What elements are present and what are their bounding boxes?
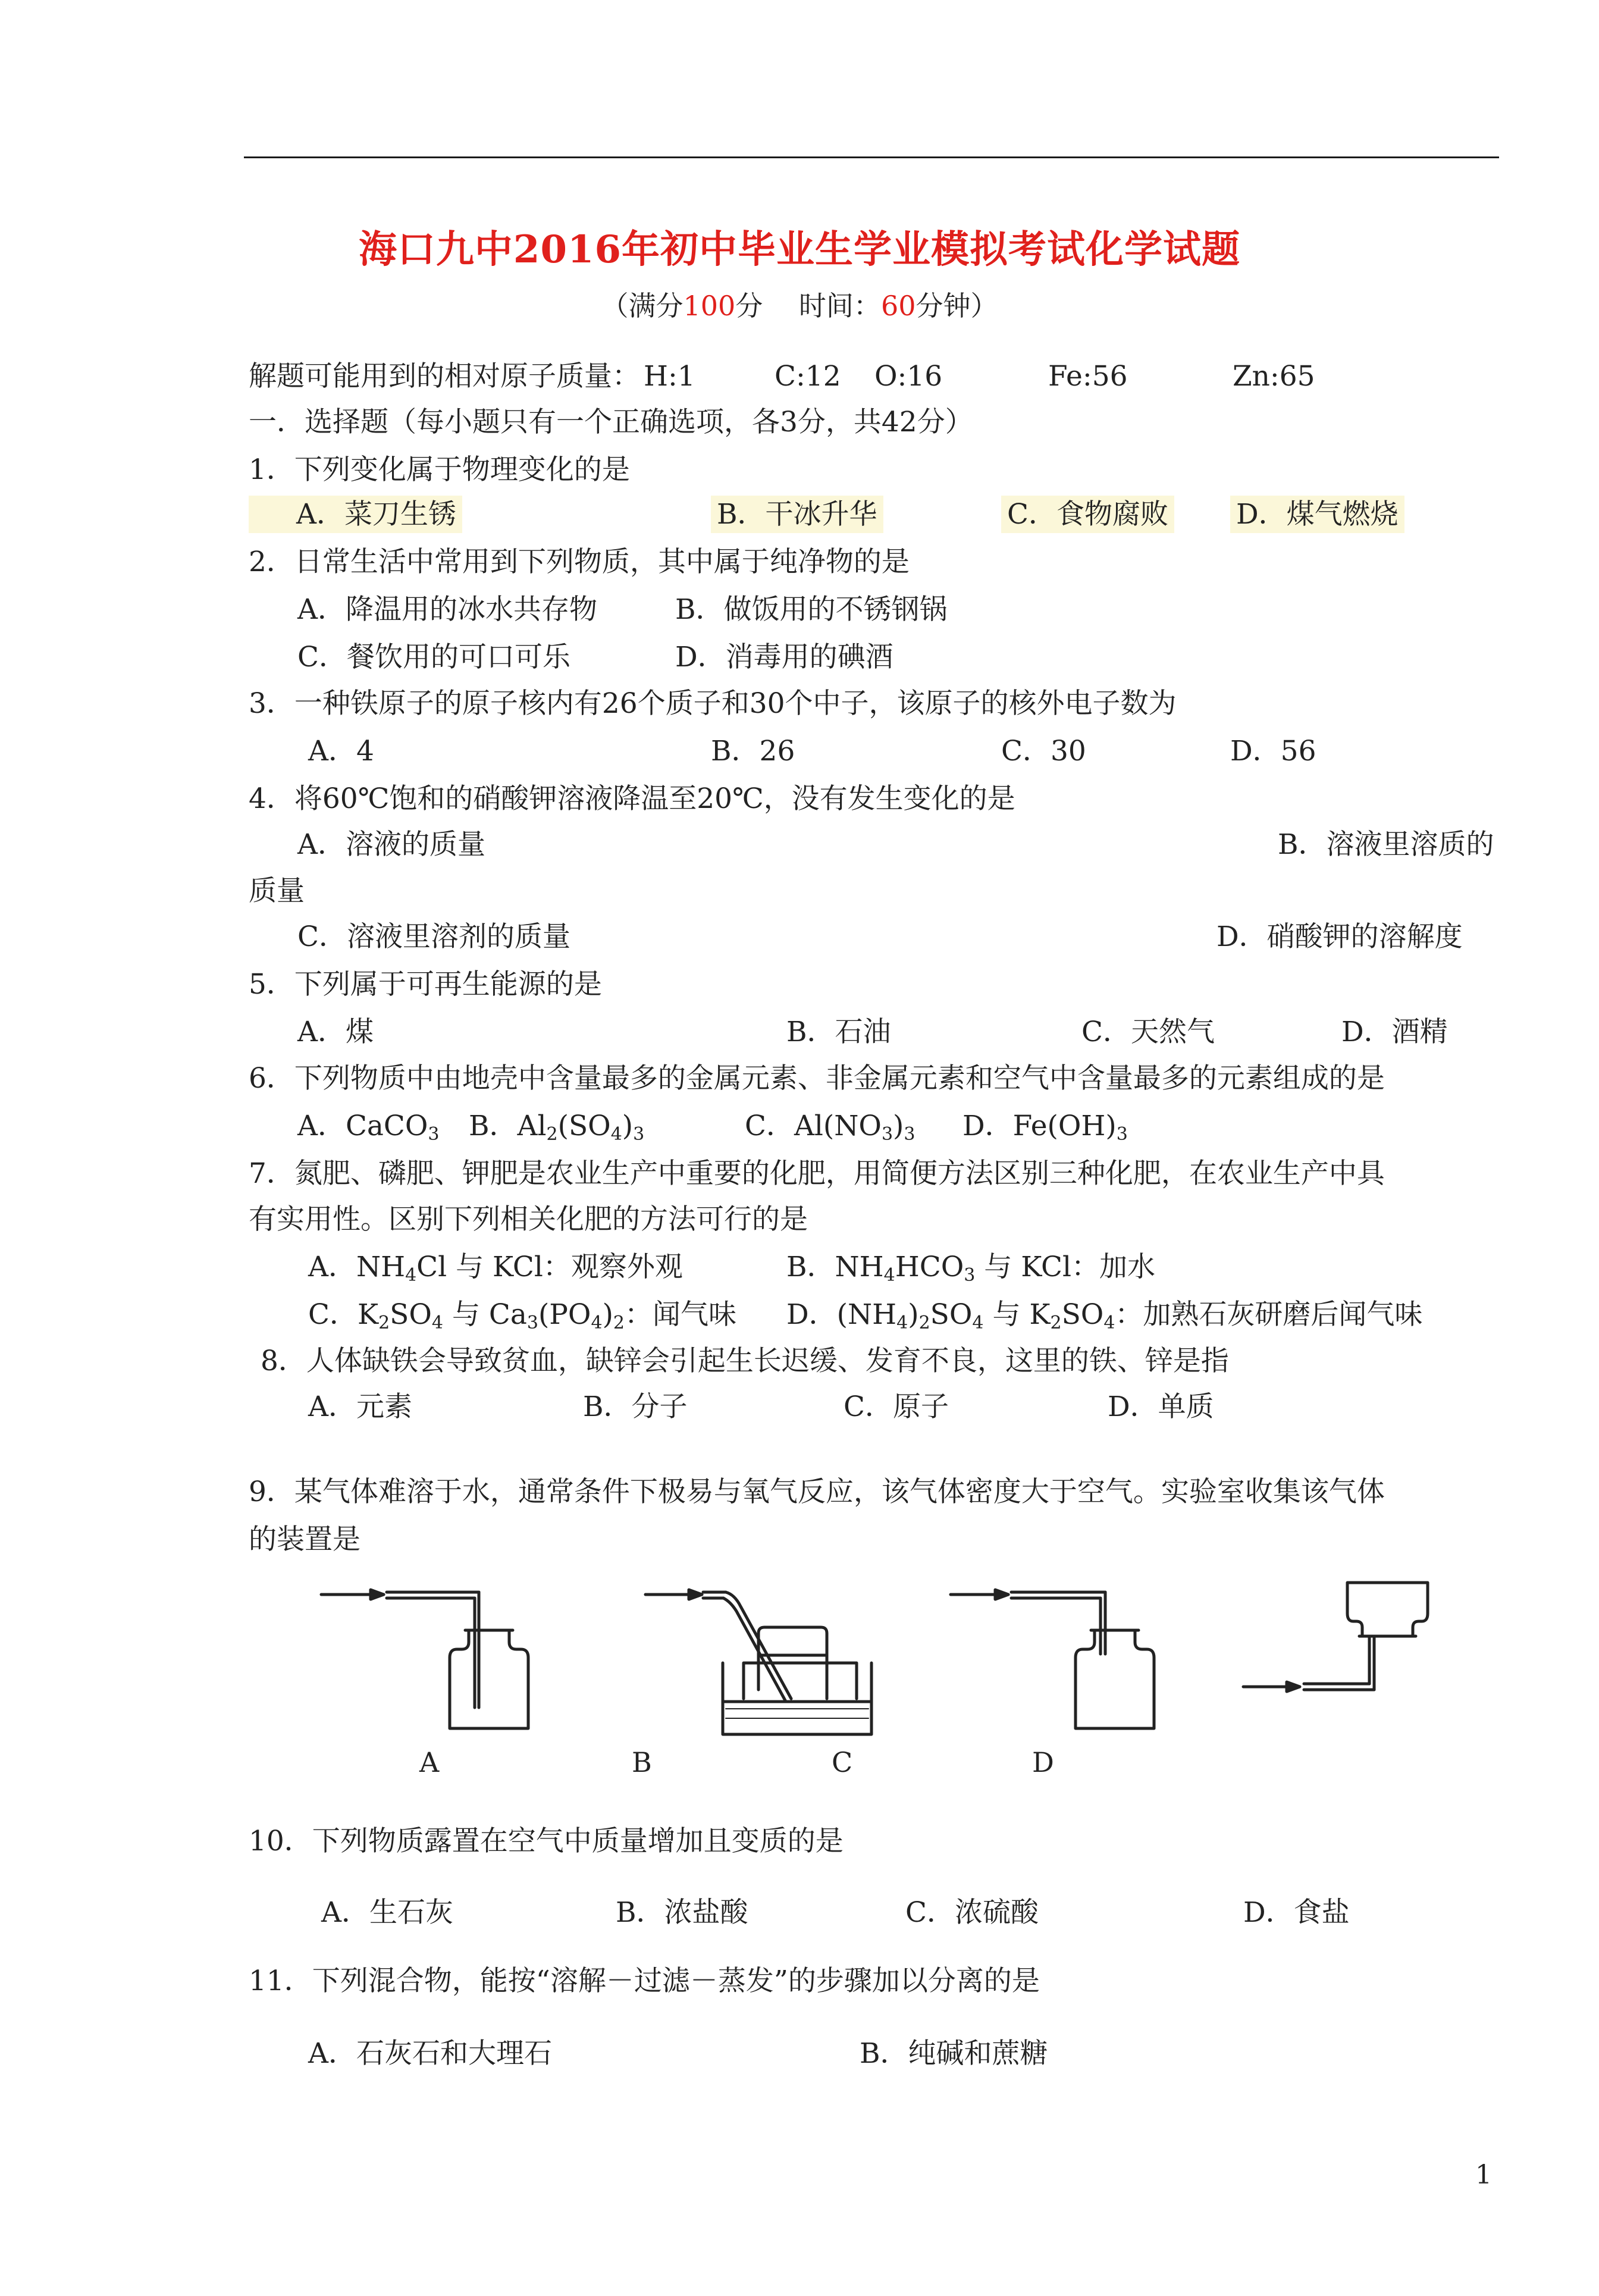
q3-option-a: A．4 <box>308 735 374 768</box>
apparatus-label-d: D <box>1032 1746 1054 1778</box>
apparatus-a <box>321 1590 528 1728</box>
q4-option-b: B．溶液里溶质的 <box>1278 828 1494 861</box>
mass-c: C:12 <box>775 360 841 393</box>
q7-option-a: A．$NH_4Cl$ 与 KCl：观察外观 <box>308 1251 683 1286</box>
apparatus-label-b: B <box>632 1746 652 1778</box>
q6-option-c: C．$Al(NO_3)_3$ <box>745 1110 915 1145</box>
atomic-mass-label: 解题可能用到的相对原子质量： <box>249 360 640 393</box>
q3-option-c: C．30 <box>1001 735 1086 768</box>
gas-collection-apparatus-diagram <box>309 1571 1511 1743</box>
q8-option-c: C．原子 <box>844 1390 949 1423</box>
exam-time: 60 <box>880 290 916 322</box>
mass-h: H:1 <box>644 360 695 393</box>
apparatus-d <box>1243 1583 1428 1692</box>
header-rule <box>244 156 1499 158</box>
q6-stem: 6．下列物质中由地壳中含量最多的金属元素、非金属元素和空气中含量最多的元素组成的是 <box>249 1062 1385 1095</box>
q1-option-d: D．煤气燃烧 <box>1230 497 1404 533</box>
q6-option-a: A．CaCO$_3$ <box>297 1110 440 1145</box>
q1-stem: 1．下列变化属于物理变化的是 <box>249 453 630 486</box>
mass-zn: Zn:65 <box>1233 360 1315 393</box>
q8-option-a: A．元素 <box>308 1390 412 1423</box>
q7-option-b: B．$NH_4HCO_3$ 与 KCl：加水 <box>786 1251 1156 1286</box>
q8-option-d: D．单质 <box>1108 1390 1214 1423</box>
q11-option-b: B．纯碱和蔗糖 <box>860 2037 1048 2070</box>
q3-option-d: D．56 <box>1230 735 1316 768</box>
q4-option-d: D．硝酸钾的溶解度 <box>1217 920 1463 953</box>
q5-option-b: B．石油 <box>786 1016 891 1048</box>
q1-option-c: C．食物腐败 <box>1001 497 1174 533</box>
q11-option-a: A．石灰石和大理石 <box>308 2037 552 2070</box>
q9-stem-line2: 的装置是 <box>249 1523 360 1556</box>
q10-option-a: A．生石灰 <box>321 1896 453 1929</box>
q5-option-d: D．酒精 <box>1341 1016 1448 1048</box>
exam-subtitle: （满分100分 时间：60分钟） <box>601 290 998 322</box>
section-heading: 一．选择题（每小题只有一个正确选项，各3分，共42分） <box>249 406 973 438</box>
exam-title: 海口九中2016年初中毕业生学业模拟考试化学试题 <box>358 227 1241 272</box>
apparatus-b <box>645 1590 871 1734</box>
page-number: 1 <box>1475 2160 1492 2190</box>
q8-stem: 8．人体缺铁会导致贫血，缺锌会引起生长迟缓、发育不良，这里的铁、锌是指 <box>261 1345 1229 1377</box>
q3-option-b: B．26 <box>711 735 795 768</box>
q5-stem: 5．下列属于可再生能源的是 <box>249 968 602 1001</box>
q6-option-b: B．$Al_2(SO_4)_3$ <box>469 1110 645 1145</box>
q10-option-d: D．食盐 <box>1243 1896 1350 1929</box>
q6-option-d: D．$Fe(OH)_3$ <box>962 1110 1128 1145</box>
q5-option-c: C．天然气 <box>1081 1016 1215 1048</box>
q10-option-c: C．浓硫酸 <box>905 1896 1039 1929</box>
q1-option-a: A．菜刀生锈 <box>249 497 462 533</box>
q2-stem: 2．日常生活中常用到下列物质，其中属于纯净物的是 <box>249 546 910 578</box>
apparatus-label-a: A <box>419 1746 440 1778</box>
q2-option-b: B．做饭用的不锈钢锅 <box>675 593 948 626</box>
q5-option-a: A．煤 <box>297 1016 374 1048</box>
q4-option-a: A．溶液的质量 <box>297 828 485 861</box>
apparatus-c <box>951 1590 1154 1728</box>
q9-stem-line1: 9．某气体难溶于水，通常条件下极易与氧气反应，该气体密度大于空气。实验室收集该气体 <box>249 1476 1385 1508</box>
q2-option-d: D．消毒用的碘酒 <box>675 641 893 674</box>
mass-fe: Fe:56 <box>1048 360 1128 393</box>
mass-o: O:16 <box>874 360 943 393</box>
q10-stem: 10．下列物质露置在空气中质量增加且变质的是 <box>249 1825 844 1858</box>
q2-option-c: C．餐饮用的可口可乐 <box>297 641 570 674</box>
apparatus-label-c: C <box>832 1746 853 1778</box>
q4-stem: 4．将60℃饱和的硝酸钾溶液降温至20℃，没有发生变化的是 <box>249 782 1015 815</box>
q11-stem: 11．下列混合物，能按“溶解－过滤－蒸发”的步骤加以分离的是 <box>249 1965 1040 1997</box>
q7-option-c: C．$K_2SO_4$ 与 $Ca_3(PO_4)_2$：闻气味 <box>308 1298 736 1333</box>
q7-stem-line2: 有实用性。区别下列相关化肥的方法可行的是 <box>249 1203 808 1236</box>
full-marks: 100 <box>683 290 736 322</box>
q1-option-b: B．干冰升华 <box>711 497 883 533</box>
q3-stem: 3．一种铁原子的原子核内有26个质子和30个中子，该原子的核外电子数为 <box>249 687 1177 720</box>
q4-option-c: C．溶液里溶剂的质量 <box>297 920 570 953</box>
q7-stem-line1: 7．氮肥、磷肥、钾肥是农业生产中重要的化肥，用简便方法区别三种化肥，在农业生产中具 <box>249 1157 1385 1190</box>
q2-option-a: A．降温用的冰水共存物 <box>297 593 597 626</box>
q10-option-b: B．浓盐酸 <box>616 1896 748 1929</box>
q8-option-b: B．分子 <box>583 1390 688 1423</box>
q4-option-b-cont: 质量 <box>249 875 305 907</box>
q7-option-d: D．$(NH_4)_2SO_4$ 与 $K_2SO_4$：加熟石灰研磨后闻气味 <box>786 1298 1423 1333</box>
